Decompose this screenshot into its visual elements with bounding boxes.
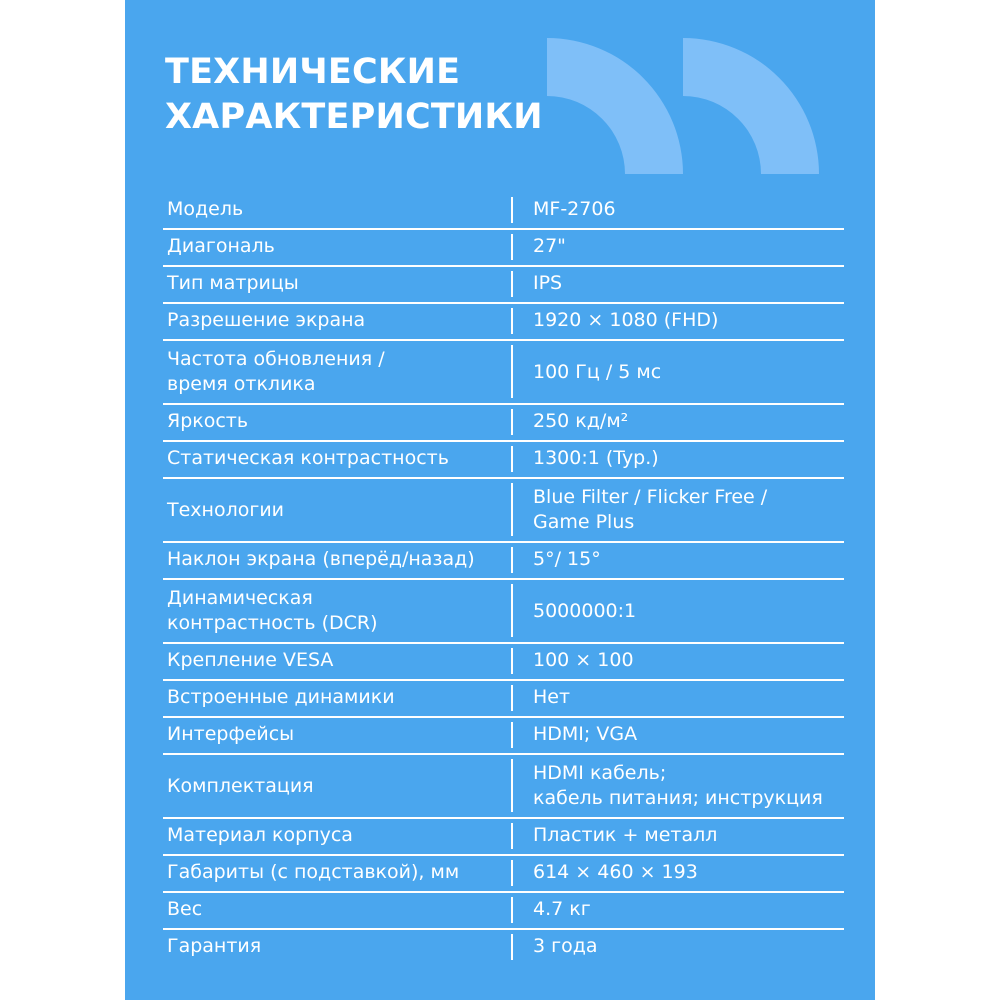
spec-row — [163, 819, 844, 856]
spec-table — [163, 193, 844, 965]
spec-value: 614 × 460 × 193 — [533, 861, 698, 883]
spec-row — [163, 405, 844, 442]
spec-row — [163, 267, 844, 304]
spec-row — [163, 893, 844, 930]
spec-row — [163, 304, 844, 341]
spec-row — [163, 479, 844, 543]
spec-row — [163, 681, 844, 718]
spec-value: MF-2706 — [533, 198, 616, 220]
spec-value: HDMI; VGA — [533, 723, 638, 745]
spec-label: Модель — [167, 198, 244, 220]
spec-label: Тип матрицы — [167, 272, 299, 294]
spec-label: Интерфейсы — [167, 723, 295, 745]
page-title — [165, 50, 543, 140]
spec-row — [163, 856, 844, 893]
spec-value: IPS — [533, 272, 563, 294]
spec-label: Вес — [167, 898, 203, 920]
spec-label: Статическая контрастность — [167, 447, 449, 469]
spec-value: 5000000:1 — [533, 599, 637, 622]
spec-value: Нет — [533, 686, 571, 708]
spec-row — [163, 543, 844, 580]
page-title-line-1: ТЕХНИЧЕСКИЕ — [165, 52, 461, 92]
page-title-line-2: ХАРАКТЕРИСТИКИ — [165, 97, 543, 137]
spec-label: Динамическая контрастность (DCR) — [167, 587, 378, 634]
spec-value: 27" — [533, 235, 566, 257]
spec-label: Материал корпуса — [167, 824, 353, 846]
spec-label: Разрешение экрана — [167, 309, 366, 331]
spec-label: Наклон экрана (вперёд/назад) — [167, 548, 475, 570]
spec-value: Blue Filter / Flicker Free / Game Plus — [533, 486, 768, 533]
spec-row — [163, 644, 844, 681]
spec-value: 5°/ 15° — [533, 548, 601, 570]
spec-row — [163, 442, 844, 479]
spec-label: Комплектация — [167, 774, 314, 797]
spec-value: 100 × 100 — [533, 649, 634, 671]
spec-panel — [125, 0, 875, 1000]
spec-row — [163, 230, 844, 267]
spec-label: Габариты (с подставкой), мм — [167, 861, 460, 883]
spec-value: Пластик + металл — [533, 824, 718, 846]
spec-label: Гарантия — [167, 935, 262, 957]
spec-label: Диагональ — [167, 235, 275, 257]
spec-row — [163, 341, 844, 405]
spec-label: Технологии — [167, 498, 285, 521]
spec-label: Яркость — [167, 410, 249, 432]
quote-mark-icon — [547, 38, 819, 174]
spec-row — [163, 718, 844, 755]
spec-value: 1920 × 1080 (FHD) — [533, 309, 719, 331]
spec-value: 100 Гц / 5 мс — [533, 360, 662, 383]
spec-row — [163, 580, 844, 644]
spec-label: Частота обновления / время отклика — [167, 348, 385, 395]
spec-label: Крепление VESA — [167, 649, 334, 671]
spec-row — [163, 930, 844, 965]
spec-value: HDMI кабель; кабель питания; инструкция — [533, 762, 823, 809]
spec-value: 4.7 кг — [533, 898, 591, 920]
spec-row — [163, 193, 844, 230]
spec-value: 1300:1 (Typ.) — [533, 447, 659, 469]
spec-label: Встроенные динамики — [167, 686, 395, 708]
spec-value: 3 года — [533, 935, 598, 957]
spec-value: 250 кд/м² — [533, 410, 629, 432]
spec-row — [163, 755, 844, 819]
